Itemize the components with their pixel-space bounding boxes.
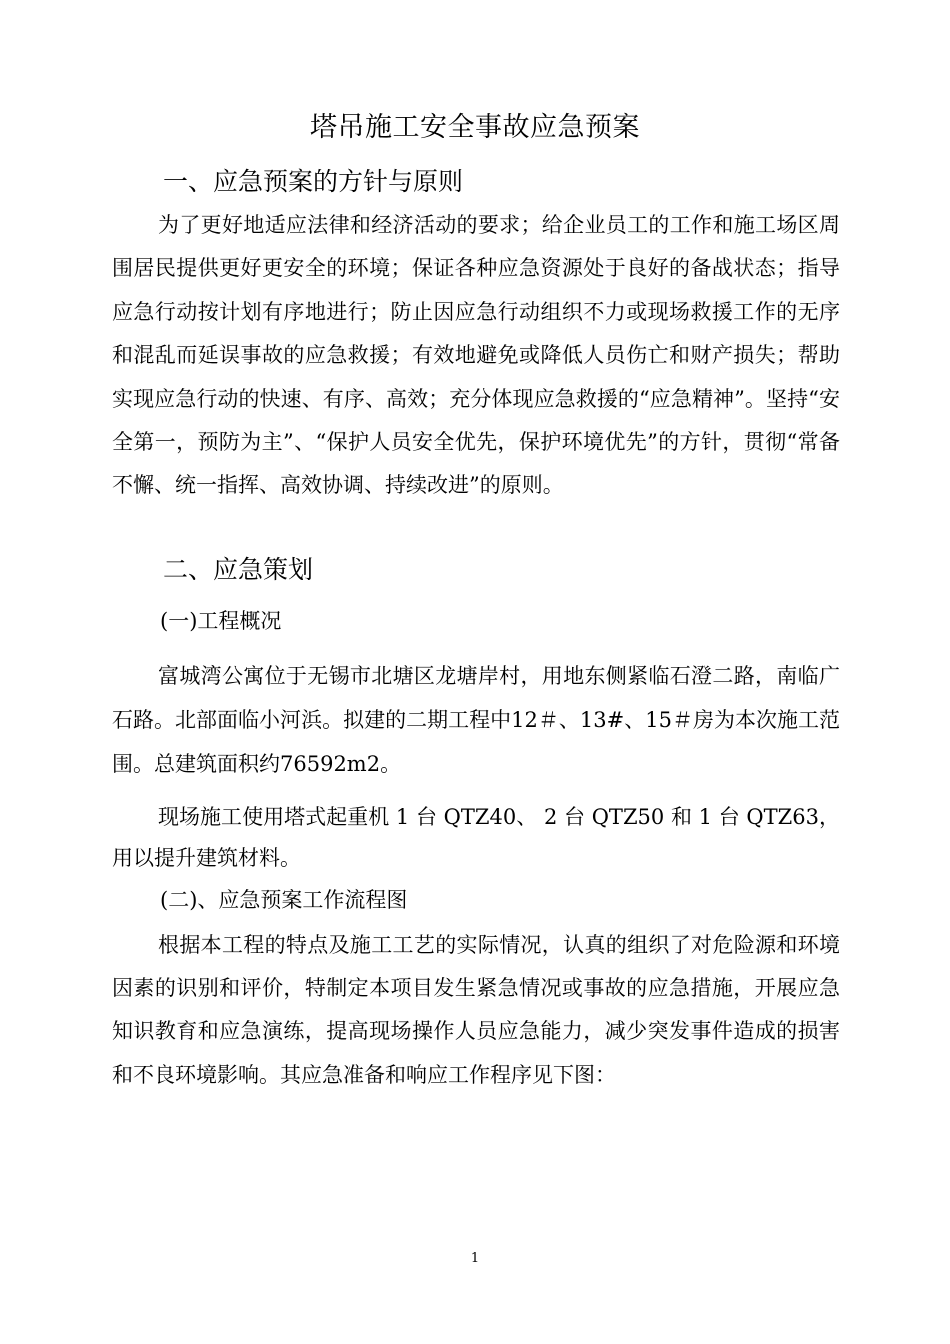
overview-paragraph-location: 富城湾公寓位于无锡市北塘区龙塘岸村，用地东侧紧临石澄二路，南临广石路。北部面临小河浜。拟建的二期工程中12＃、13#、15＃房为本次施工范围。总建筑面积约76592m2。: [112, 664, 840, 776]
principles-paragraph: 为了更好地适应法律和经济活动的要求；给企业员工的工作和施工场区周围居民提供更好更安全的环境；保证各种应急资源处于良好的备战状态；指导应急行动按计划有序地进行；防止因应急行动组织不力或现场救援工作的无序和混乱而延误事故的应急救援；有效地避免或降低人员伤亡和财产损失；帮助实现应急行动的快速、有序、高效；充分体现应急救援的“应急精神”。坚持“安全第一，预防为主”、“保护人员安全优先，保护环境优先”的方针，贯彻“常备不懈、统一指挥、高效协调、持续改进”的原则。: [112, 213, 840, 498]
subsection-heading-flowchart: (二)、应急预案工作流程图: [160, 888, 408, 912]
document-title: 塔吊施工安全事故应急预案: [310, 112, 640, 143]
flowchart-paragraph: 根据本工程的特点及施工工艺的实际情况，认真的组织了对危险源和环境因素的识别和评价，特制定本项目发生紧急情况或事故的应急措施，开展应急知识教育和应急演练，提高现场操作人员应急能力，减少突发事件造成的损害和不良环境影响。其应急准备和响应工作程序见下图：: [112, 933, 840, 1087]
subsection-heading-overview: (一)工程概况: [160, 609, 282, 633]
section-heading-planning: 二、应急策划: [163, 555, 314, 584]
overview-paragraph-cranes: 现场施工使用塔式起重机 1 台 QTZ40、 2 台 QTZ50 和 1 台 QTZ63，用以提升建筑材料。: [112, 805, 840, 870]
section-heading-principles: 一、应急预案的方针与原则: [163, 167, 464, 196]
page-number: 1: [470, 1251, 480, 1266]
